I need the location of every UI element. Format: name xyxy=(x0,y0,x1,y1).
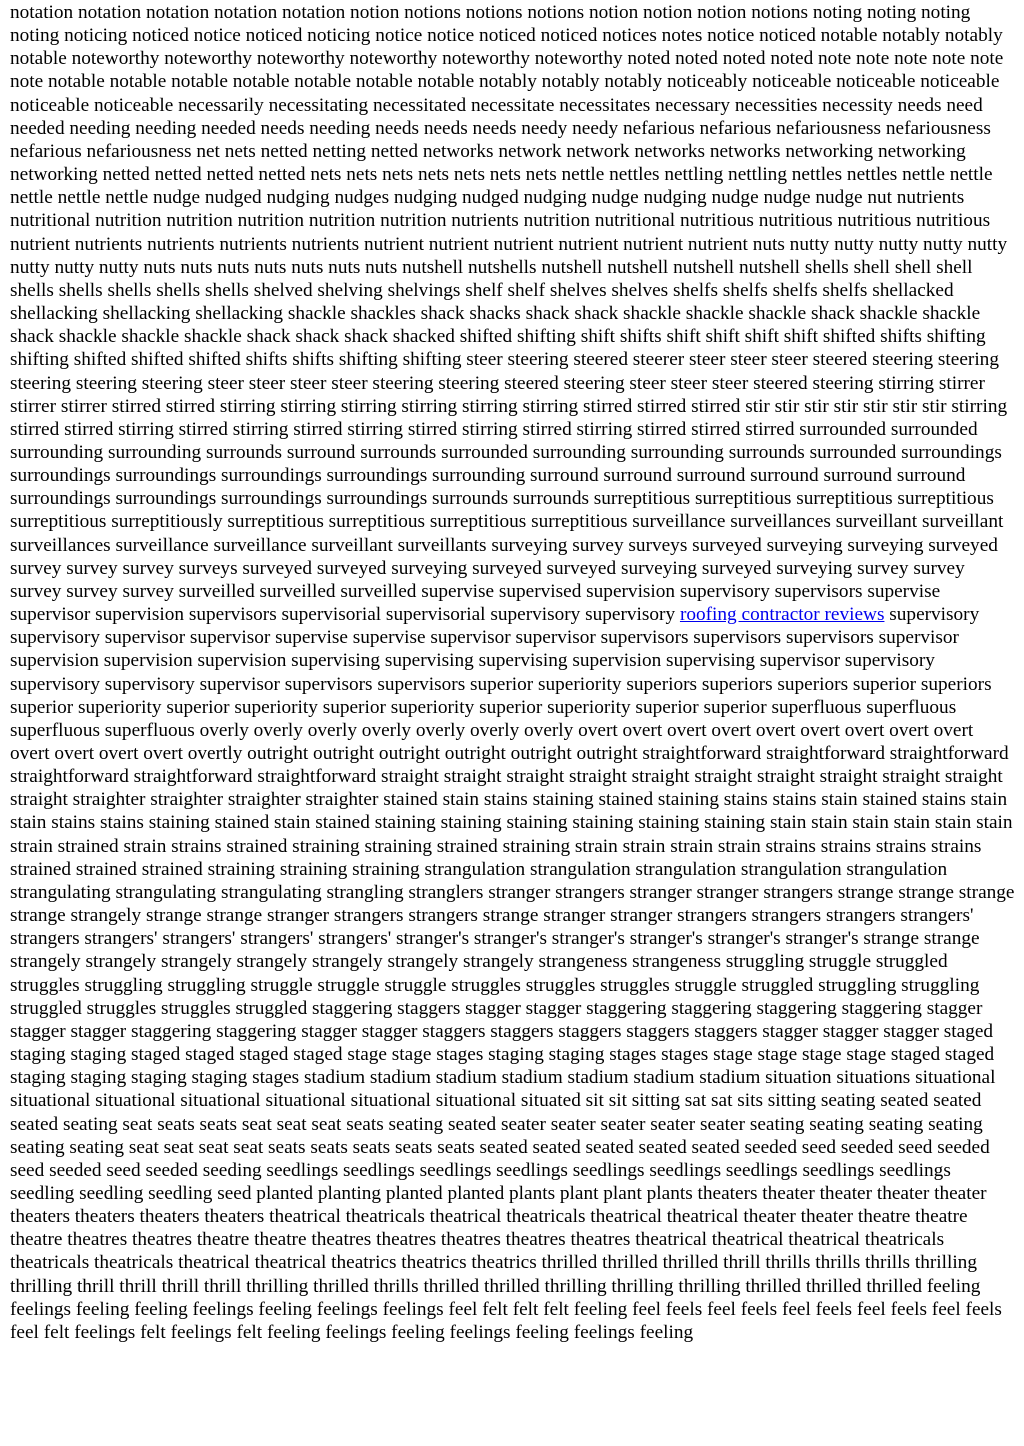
roofing-contractor-reviews-link[interactable]: roofing contractor reviews xyxy=(679,604,885,626)
body-text-after: supervisory supervisory supervisor supervisor supervise supervise supervisor supervisor supervisors supervisors supervisors supervisor supervision supervision supervision supervising supervising supervising supervision supervising supervisor supervisory supervisory supervisory supervisor supervisors supervisors superior superiority superiors superiors superiors superior superiors superior superiority superior superiority superior superiority superior superiority superior superior superfluous superfluous superfluous superfluous overly overly overly overly overly overly overly overt overt overt overt overt overt overt overt overt overt overt overt overt overtly outright outright outright outright outright outright straightforward straightforward straightforward straightforward straightforward straightforward straight straight straight straight straight straight straight straight straight straight straight straighter straighter straighter straighter stained stain stains staining stained staining stains stains stain stained stains stain stain stains stains staining stained stain stained staining staining staining staining staining staining stain stain stain stain stain stain strain strained strain strains strained straining straining strained straining strain strain strain strain strains strains strains strains strained strained strained straining straining straining strangulation strangulation strangulation strangulation strangulation strangulating strangulating strangulating strangling stranglers stranger strangers stranger stranger strangers strange strange strange strange strangely strange strange stranger strangers strangers strange stranger stranger strangers strangers strangers strangers' strangers strangers' strangers' strangers' strangers' stranger's stranger's stranger's stranger's stranger's stranger's strange strange strangely strangely strangely strangely strangely strangely strangely strangeness strangeness struggling struggle struggled struggles struggling struggling struggle struggle struggle struggles struggles struggles struggle struggled struggling struggling struggled struggles struggles struggled staggering staggers stagger stagger staggering staggering staggering staggering stagger stagger stagger staggering staggering stagger stagger staggers staggers staggers staggers staggers stagger stagger stagger staged staging staging staged staged staged staged stage stage stages staging staging stages stages stage stage stage stage staged staged staging staging staging staging stages stadium stadium stadium stadium stadium stadium stadium situation situations situational situational situational situational situational situational situational situated sit sit sitting sat sat sits sitting seating seated seated seated seating seat seats seats seat seat seat seats seating seated seater seater seater seater seater seating seating seating seating seating seating seat seat seat seat seats seats seats seats seats seated seated seated seated seated seeded seed seeded seed seeded seed seeded seed seeded seeding seedlings seedlings seedlings seedlings seedlings seedlings seedlings seedlings seedlings seedling seedling seedling seed planted planting planted planted plants plant plant plants theaters theater theater theater theater theaters theaters theaters theaters theatrical theatricals theatrical theatricals theatrical theatrical theater theater theatre theatre theatre theatres theatres theatre theatre theatres theatres theatres theatres theatres theatrical theatrical theatrical theatricals theatricals theatricals theatrical theatrical theatrics theatrics theatrics thrilled thrilled thrilled thrill thrills thrills thrills thrilling thrilling thrill thrill thrill thrill thrilling thrilled thrills thrilled thrilled thrilling thrilling thrilling thrilled thrilled thrilled feeling feelings feeling feeling feelings feeling feelings feelings feel felt felt felt feeling feel feels feel feels feel feels feel feels feel feels feel felt feelings felt feelings felt feeling feelings feeling feelings feeling feelings feeling xyxy=(10,604,1015,1343)
body-text-before: notation notation notation notation notation notion notions notions notions notion notion notion notions noting noting noting noting noticing noticed notice noticed noticing notice notice noticed noticed notices notes notice noticed notable notably notably notable noteworthy noteworthy noteworthy noteworthy noteworthy noteworthy noted noted noted noted note note note note note note notable notable notable notable notable notable notable notably notably notably noticeably noticeable noticeable noticeable noticeable noticeable necessarily necessitating necessitated necessitate necessitates necessary necessities necessity needs need needed needing needing needed needs needing needs needs needs needy needy nefarious nefarious nefariousness nefariousness nefarious nefariousness net nets netted netting netted networks network network networks networks networking networking networking netted netted netted netted nets nets nets nets nets nets nets nettle nettles nettling nettling nettles nettles nettle nettle nettle nettle nettle nudge nudged nudging nudges nudging nudged nudging nudge nudging nudge nudge nudge nut nutrients nutritional nutrition nutrition nutrition nutrition nutrition nutrients nutrition nutritional nutritious nutritious nutritious nutritious nutrient nutrients nutrients nutrients nutrients nutrient nutrient nutrient nutrient nutrient nutrient nuts nutty nutty nutty nutty nutty nutty nutty nutty nuts nuts nuts nuts nuts nuts nuts nutshell nutshells nutshell nutshell nutshell nutshell shells shell shell shell shells shells shells shells shells shelved shelving shelvings shelf shelf shelves shelves shelfs shelfs shelfs shelfs shellacked shellacking shellacking shellacking shackle shackles shack shacks shack shack shackle shackle shackle shack shackle shackle shack shackle shackle shackle shack shack shack shacked shifted shifting shift shifts shift shift shift shift shifted shifts shifting shifting shifted shifted shifted shifts shifts shifting shifting steer steering steered steerer steer steer steer steered steering steering steering steering steering steer steer steer steer steering steering steered steering steer steer steer steered steering stirring stirrer stirrer stirrer stirred stirred stirring stirring stirring stirring stirring stirring stirred stirred stirred stir stir stir stir stir stir stir stirring stirred stirred stirring stirred stirring stirred stirring stirred stirring stirred stirring stirred stirred stirred surrounded surrounded surrounding surrounding surrounds surround surrounds surrounded surrounding surrounding surrounds surrounded surroundings surroundings surroundings surroundings surroundings surrounding surround surround surround surround surround surround surroundings surroundings surroundings surroundings surrounds surrounds surreptitious surreptitious surreptitious surreptitious surreptitious surreptitiously surreptitious surreptitious surreptitious surreptitious surveillance surveillances surveillant surveillant surveillances surveillance surveillance surveillant surveillants surveying survey surveys surveyed surveying surveying surveyed survey survey survey surveys surveyed surveyed surveying surveyed surveyed surveying surveyed surveying survey survey survey survey survey surveilled surveilled surveilled supervise supervised supervision supervisory supervisors supervise supervisor supervision supervisors supervisorial supervisorial supervisory supervisory xyxy=(10,2,1008,626)
